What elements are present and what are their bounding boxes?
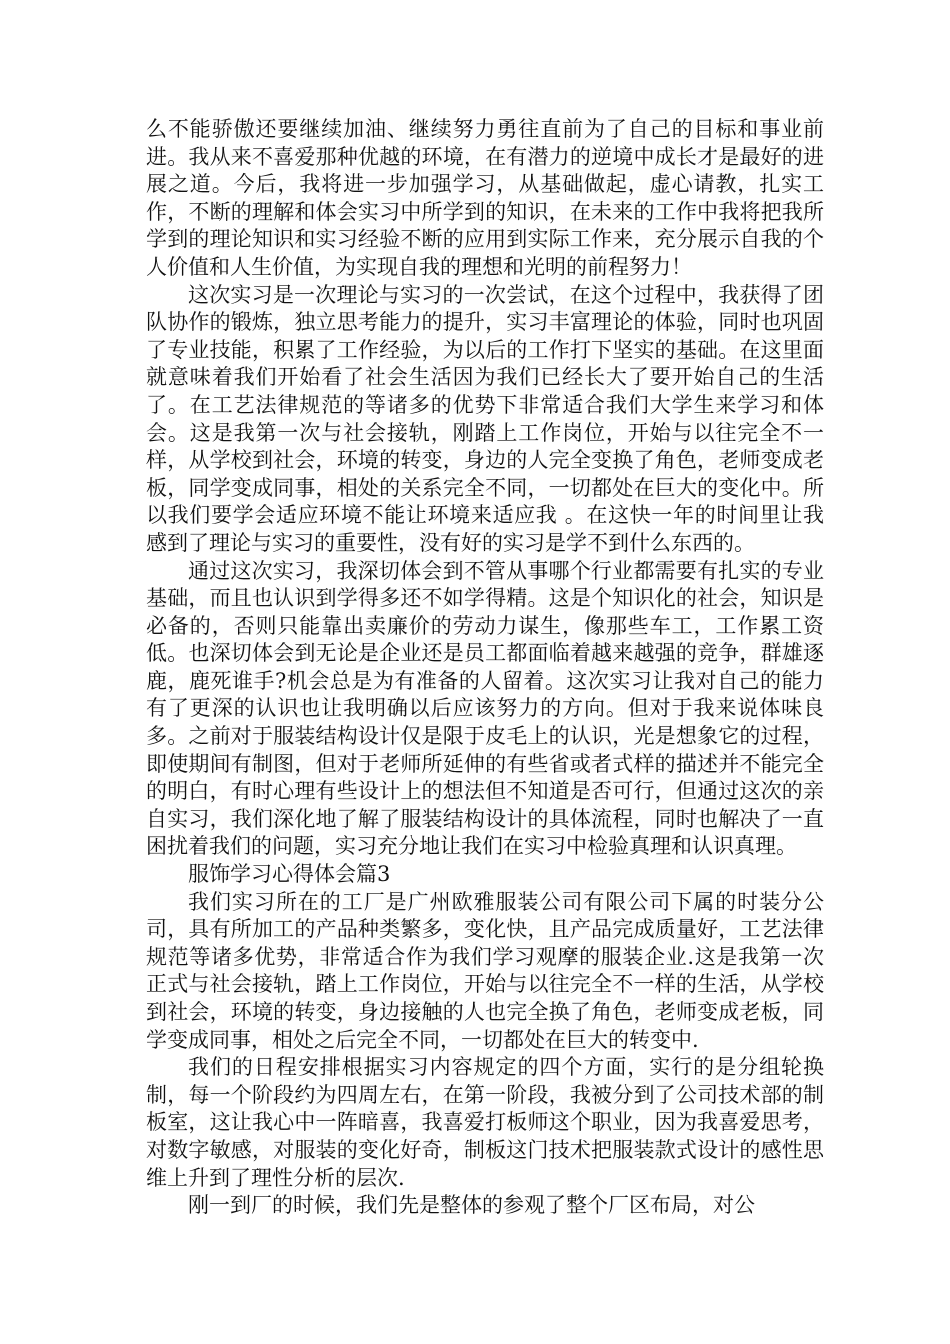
paragraph-5: 我们的日程安排根据实习内容规定的四个方面，实行的是分组轮换制，每一个阶段约为四周左右，在第一阶段，我被分到了公司技术部的制板室，这让我心中一阵暗喜，我喜爱打板师这个职业，因为我喜爱思考，对数字敏感，对服装的变化好奇，制板这门技术把服装款式设计的感性思维上升到了理性分析的层次. — [146, 1055, 824, 1190]
document-body — [146, 116, 824, 1220]
section-heading: 服饰学习心得体会篇3 — [188, 862, 391, 887]
paragraph-2: 这次实习是一次理论与实习的一次尝试，在这个过程中，我获得了团队协作的锻炼，独立思考能力的提升，实习丰富理论的体验，同时也巩固了专业技能，积累了工作经验，为以后的工作打下坚实的基础。在这里面就意味着我们开始看了社会生活因为我们已经长大了要开始自己的生活了。在工艺法律规范的等诸多的优势下非常适合我们大学生来学习和体会。这是我第一次与社会接轨，刚踏上工作岗位，开始与以往完全不一样，从学校到社会，环境的转变，身边的人完全变换了角色，老师变成老板，同学变成同事，相处的关系完全不同，一切都处在巨大的变化中。所以我们要学会适应环境不能让环境来适应我 。在这快一年的时间里让我感到了理论与实习的重要性，没有好的实习是学不到什么东西的。 — [146, 282, 824, 555]
paragraph-4: 我们实习所在的工厂是广州欧雅服装公司有限公司下属的时装分公司，具有所加工的产品种类繁多，变化快，且产品完成质量好，工艺法律规范等诸多优势，非常适合作为我们学习观摩的服装企业.这是我第一次正式与社会接轨，踏上工作岗位，开始与以往完全不一样的生活，从学校到社会，环境的转变，身边接触的人也完全换了角色，老师变成老板，同学变成同事，相处之后完全不同，一切都处在巨大的转变中. — [146, 889, 824, 1052]
paragraph-1: 么不能骄傲还要继续加油、继续努力勇往直前为了自己的目标和事业前进。我从来不喜爱那种优越的环境，在有潜力的逆境中成长才是最好的进展之道。今后，我将进一步加强学习，从基础做起，虚心请教，扎实工作，不断的理解和体会实习中所学到的知识，在未来的工作中我将把我所学到的理论知识和实习经验不断的应用到实际工作来，充分展示自我的个人价值和人生价值，为实现自我的理想和光明的前程努力！ — [146, 117, 824, 279]
paragraph-3: 通过这次实习，我深切体会到不管从事哪个行业都需要有扎实的专业基础，而且也认识到学得多还不如学得精。这是个知识化的社会，知识是必备的，否则只能靠出卖廉价的劳动力谋生，像那些车工，工作累工资低。也深切体会到无论是企业还是员工都面临着越来越强的竞争，群雄逐鹿，鹿死谁手?机会总是为有准备的人留着。这次实习让我对自己的能力有了更深的认识也让我明确以后应该努力的方向。但对于我来说体味良多。之前对于服装结构设计仅是限于皮毛上的认识，光是想象它的过程，即使期间有制图，但对于老师所延伸的有些省或者式样的描述并不能完全的明白，有时心理有些设计上的想法但不知道是否可行，但通过这次的亲自实习，我们深化地了解了服装结构设计的具体流程，同时也解决了一直困扰着我们的问题，实习充分地让我们在实习中检验真理和认识真理。 — [146, 558, 824, 859]
paragraph-6: 刚一到厂的时候，我们先是整体的参观了整个厂区布局，对公 — [188, 1193, 755, 1218]
